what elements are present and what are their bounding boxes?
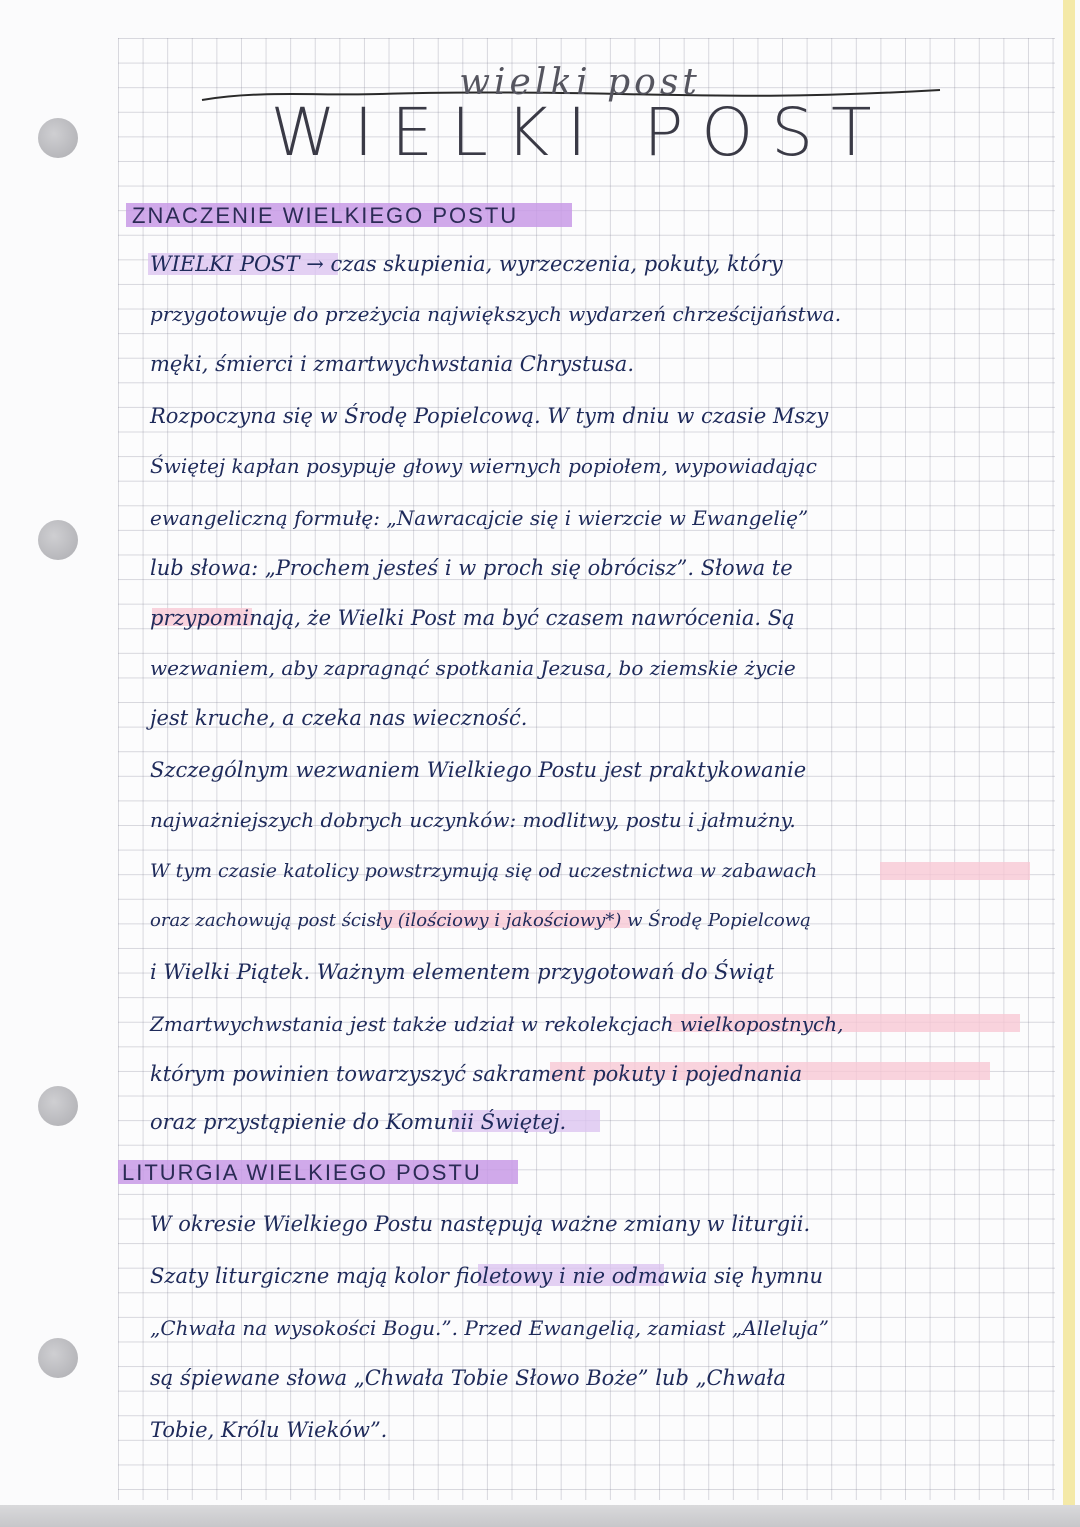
text-line: Tobie, Królu Wieków”. [150, 1418, 388, 1442]
title-script: wielki post [459, 62, 701, 103]
text-line: Rozpoczyna się w Środę Popielcową. W tym dniu w czasie Mszy [150, 404, 829, 428]
text-line: jest kruche, a czeka nas wieczność. [150, 706, 528, 730]
section-heading: ZNACZENIE WIELKIEGO POSTU [132, 203, 519, 228]
section-heading: LITURGIA WIELKIEGO POSTU [122, 1160, 482, 1185]
page-bottom-shadow [0, 1505, 1080, 1527]
text-line: oraz zachowują post ścisły (ilościowy i jakościowy*) w Środę Popielcową [150, 910, 811, 931]
text-line: którym powinien towarzyszyć sakrament pokuty i pojednania [150, 1062, 803, 1086]
text-line: oraz przystąpienie do Komunii Świętej. [150, 1110, 567, 1134]
text-line: i Wielki Piątek. Ważnym elementem przygotowań do Świąt [150, 960, 775, 984]
text-line: „Chwała na wysokości Bogu.”. Przed Ewangelią, zamiast „Alleluja” [150, 1316, 829, 1340]
text-line: wezwaniem, aby zapragnąć spotkania Jezusa, bo ziemskie życie [150, 656, 796, 680]
text-line: Szaty liturgiczne mają kolor fioletowy i nie odmawia się hymnu [150, 1264, 824, 1288]
text-line: Szczególnym wezwaniem Wielkiego Postu jest praktykowanie [150, 758, 807, 782]
text-line: Zmartwychwstania jest także udział w rekolekcjach wielkopostnych, [150, 1012, 844, 1036]
text-line: W okresie Wielkiego Postu następują ważne zmiany w liturgii. [150, 1212, 811, 1236]
text-line: WIELKI POST → czas skupienia, wyrzeczenia, pokuty, który [150, 252, 783, 276]
page-title: WIELKI POST [270, 94, 890, 171]
binder-hole [38, 1338, 78, 1378]
page-edge [1063, 0, 1075, 1527]
text-line: W tym czasie katolicy powstrzymują się od uczestnictwa w zabawach [150, 860, 818, 882]
binder-hole [38, 520, 78, 560]
text-line: lub słowa: „Prochem jesteś i w proch się obrócisz”. Słowa te [150, 556, 793, 580]
binder-hole [38, 118, 78, 158]
text-line: Świętej kapłan posypuje głowy wiernych popiołem, wypowiadając [150, 454, 817, 478]
text-line: są śpiewane słowa „Chwała Tobie Słowo Boże” lub „Chwała [150, 1366, 786, 1390]
text-line: najważniejszych dobrych uczynków: modlitwy, postu i jałmużny. [150, 808, 796, 832]
text-line: przypominają, że Wielki Post ma być czasem nawrócenia. Są [150, 606, 795, 630]
binder-hole [38, 1086, 78, 1126]
pink-highlight [880, 862, 1030, 880]
title-block [200, 50, 960, 171]
text-line: męki, śmierci i zmartwychwstania Chrystusa. [150, 352, 635, 376]
text-line: ewangeliczną formułę: „Nawracajcie się i wierzcie w Ewangelię” [150, 506, 809, 530]
text-line: przygotowuje do przeżycia największych wydarzeń chrześcijaństwa. [150, 302, 842, 326]
